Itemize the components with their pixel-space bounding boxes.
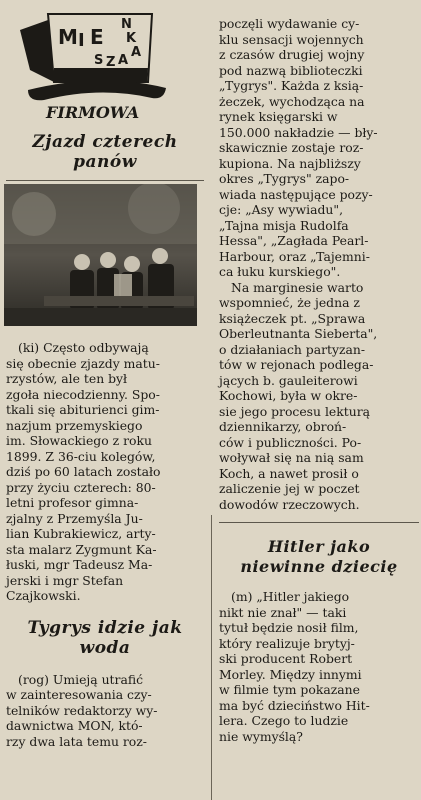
- body-line: klu sensacji wojennych: [219, 31, 364, 47]
- body-line: woływał się na nią sam: [219, 450, 364, 465]
- body-line: jących b. gauleiterowi: [219, 372, 358, 388]
- body-line: nie wymyślą?: [219, 728, 303, 744]
- body-line: kupiona. Na najbliższy: [219, 155, 361, 171]
- hat-letter-i: I: [78, 30, 85, 51]
- body-line: zgoła niecodzienny. Spo-: [6, 386, 160, 402]
- body-line: książeczek pt. „Sprawa: [219, 310, 366, 326]
- body-line: sie jego procesu lekturą: [219, 403, 371, 419]
- body-line: lian Kubrakiewicz, arty-: [6, 526, 156, 541]
- body-line: dowodów rzeczowych.: [219, 496, 360, 512]
- body-line: okres „Tygrys" zapo-: [219, 171, 350, 186]
- article-tygrys-body-left: [6, 672, 202, 750]
- body-line: zaliczenie jej w poczet: [219, 481, 360, 496]
- section-rule: [219, 522, 419, 523]
- title-rule: [6, 180, 204, 181]
- body-line: z czasów drugiej wojny: [219, 47, 365, 62]
- article-hitler-title: Hitler jako niewinne dziecię: [240, 537, 398, 576]
- left-column: [6, 4, 204, 749]
- body-line: Oberleutnanta Sieberta",: [219, 326, 378, 341]
- body-line: nikt nie znał" — taki: [219, 604, 347, 620]
- body-line: letni profesor gimna-: [6, 495, 139, 510]
- body-line: Harbour, oraz „Tajemni-: [219, 248, 370, 264]
- hat-letter-m: M: [58, 25, 78, 49]
- body-line: się obecnie zjazdy matu-: [6, 355, 160, 371]
- body-line: o działaniach partyzan-: [219, 341, 366, 357]
- hat-letter-a: A: [118, 53, 129, 68]
- body-line: 150.000 nakładzie — bły-: [219, 124, 378, 140]
- column-masthead: [6, 4, 204, 124]
- body-line: (ki) Często odbywają: [18, 340, 149, 355]
- body-line: rzystów, ale ten był: [6, 371, 128, 386]
- body-line: sta malarz Zygmunt Ka-: [6, 541, 157, 557]
- body-line: jerski i mgr Stefan: [6, 572, 124, 588]
- body-line: przy życiu czterech: 80-: [6, 479, 156, 495]
- body-line: w filmie tym pokazane: [219, 682, 360, 697]
- body-line: dziennikarzy, obroń-: [219, 419, 347, 434]
- body-line: w zainteresowania czy-: [6, 687, 152, 702]
- body-line: zjalny z Przemyśla Ju-: [6, 510, 143, 526]
- body-line: telników redaktorzy wy-: [6, 702, 158, 718]
- article-hitler: [219, 537, 419, 744]
- hat-letter-k: K: [126, 31, 137, 46]
- body-line: ma być dzieciństwo Hit-: [219, 697, 370, 713]
- body-line: Koch, a nawet prosił o: [219, 465, 359, 481]
- body-line: „Tygrys". Każda z ksią-: [219, 78, 364, 93]
- body-line: poczęli wydawanie cy-: [219, 16, 360, 31]
- body-line: 1899. Z 36-ciu kolegów,: [6, 448, 156, 464]
- article-tygrys-title: Tygrys idzie jak woda: [27, 617, 183, 658]
- body-line: Kochowi, była w okre-: [219, 388, 358, 403]
- article-tygrys-body-right: [219, 16, 419, 512]
- body-line: (m) „Hitler jakiego: [231, 589, 350, 604]
- hat-letter-n: N: [121, 17, 132, 32]
- hat-letter-a2: A: [131, 45, 142, 60]
- body-line: ców i publiczności. Po-: [219, 434, 362, 450]
- article-tygrys: [6, 618, 204, 750]
- body-line: wiada następujące pozy-: [219, 186, 373, 202]
- article-hitler-body: [219, 589, 419, 744]
- column-divider: [211, 515, 212, 800]
- body-line: Morley. Między innymi: [219, 666, 362, 682]
- body-line: skawicznie zostaje roz-: [219, 140, 364, 155]
- hat-letter-e: E: [90, 25, 104, 49]
- body-line: Hessa", „Zagłada Pearl-: [219, 233, 369, 248]
- body-line: lera. Czego to ludzie: [219, 713, 349, 728]
- body-line: tytuł będzie nosił film,: [219, 620, 359, 635]
- body-line: tów w rejonach podlega-: [219, 357, 374, 372]
- article-zjazd-body: [6, 340, 202, 604]
- article-zjazd-title: Zjazd czterech panów: [32, 132, 178, 172]
- firmowa-label: FIRMOWA: [46, 103, 140, 122]
- body-line: nazjum przemyskiego: [6, 417, 143, 433]
- hat-letter-s: S: [94, 53, 104, 68]
- body-line: im. Słowackiego z roku: [6, 433, 152, 448]
- body-line: „Tajna misja Rudolfa: [219, 217, 349, 233]
- body-line: wspomnieć, że jedna z: [219, 295, 360, 310]
- body-line: żeczek, wychodząca na: [219, 93, 365, 109]
- reunion-photo: [4, 184, 197, 326]
- body-line: Czajkowski.: [6, 588, 81, 603]
- hat-letter-z: Z: [106, 55, 116, 70]
- article-zjazd: [6, 132, 204, 181]
- body-line: rynek księgarski w: [219, 109, 338, 124]
- body-line: ca łuku kurskiego".: [219, 264, 341, 279]
- body-line: cje: „Asy wywiadu",: [219, 202, 344, 217]
- body-line: który realizuje brytyj-: [219, 635, 355, 651]
- body-line: rzy dwa lata temu roz-: [6, 733, 147, 749]
- body-line: łuski, mgr Tadeusz Ma-: [6, 557, 153, 572]
- body-line: dawnictwa MON, któ-: [6, 718, 143, 733]
- top-hat-logo: [20, 10, 170, 122]
- body-line: pod nazwą biblioteczki: [219, 62, 363, 78]
- body-line: Na marginesie warto: [231, 279, 364, 295]
- right-column: [219, 4, 419, 744]
- body-line: tkali się abiturienci gim-: [6, 402, 160, 417]
- body-line: (rog) Umieją utrafić: [18, 671, 144, 687]
- body-line: dziś po 60 latach zostało: [6, 464, 161, 479]
- body-line: ski producent Robert: [219, 651, 353, 666]
